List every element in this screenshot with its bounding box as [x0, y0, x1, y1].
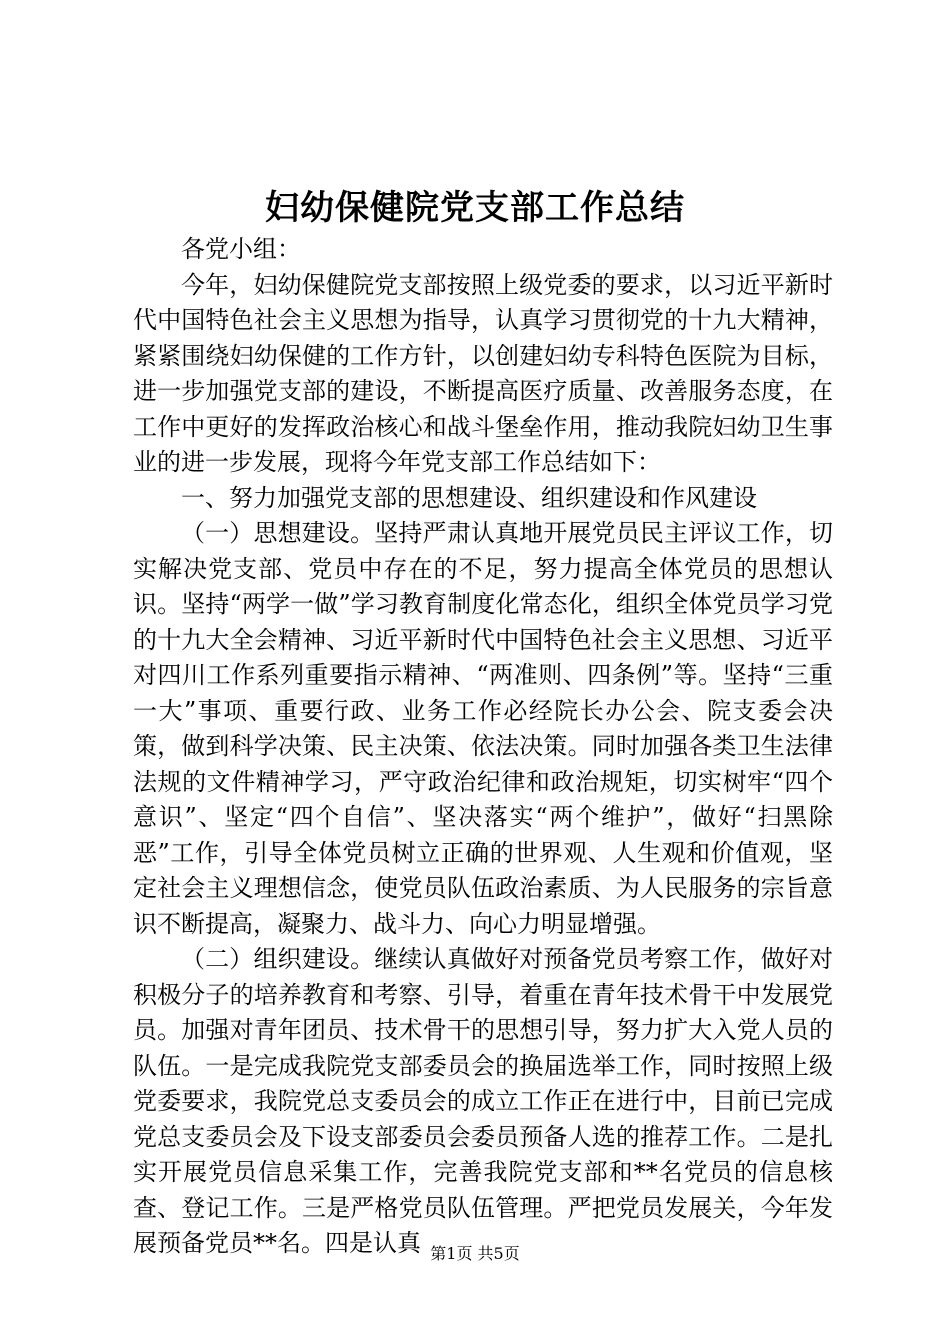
document-body: [133, 232, 833, 1262]
paragraph-ideological-building: （一）思想建设。坚持严肃认真地开展党员民主评议工作，切实解决党支部、党员中存在的不足，努力提高全体党员的思想认识。坚持“两学一做”学习教育制度化常态化，组织全体党员学习党的十九大全会精神、习近平新时代中国特色社会主义思想、习近平对四川工作系列重要指示精神、“两准则、四条例”等。坚持“三重一大”事项、重要行政、业务工作必经院长办公会、院支委会决策，做到科学决策、民主决策、依法决策。同时加强各类卫生法律法规的文件精神学习，严守政治纪律和政治规矩，切实树牢“四个意识”、坚定“四个自信”、坚决落实“两个维护”，做好“扫黑除恶”工作，引导全体党员树立正确的世界观、人生观和价值观，坚定社会主义理想信念，使党员队伍政治素质、为人民服务的宗旨意识不断提高，凝聚力、战斗力、向心力明显增强。: [133, 519, 833, 938]
page-footer: 第1页 共5页: [430, 1244, 520, 1263]
salutation: 各党小组：: [181, 235, 301, 263]
paragraph-organizational-building: （二）组织建设。继续认真做好对预备党员考察工作，做好对积极分子的培养教育和考察、引导，着重在青年技术骨干中发展党员。加强对青年团员、技术骨干的思想引导，努力扩大入党人员的队伍。一是完成我院党支部委员会的换届选举工作，同时按照上级党委要求，我院党总支委员会的成立工作正在进行中，目前已完成党总支委员会及下设支部委员会委员预备人选的推荐工作。二是扎实开展党员信息采集工作，完善我院党支部和**名党员的信息核查、登记工作。三是严格党员队伍管理。严把党员发展关，今年发展预备党员**名。四是认真: [133, 945, 833, 1257]
page-title: 妇幼保健院党支部工作总结: [265, 188, 685, 228]
section-heading-1: 一、努力加强党支部的思想建设、组织建设和作风建设: [181, 483, 757, 512]
paragraph-intro: 今年，妇幼保健院党支部按照上级党委的要求，以习近平新时代中国特色社会主义思想为指导，认真学习贯彻党的十九大精神，紧紧围绕妇幼保健的工作方针，以创建妇幼专科特色医院为目标，进一步加强党支部的建设，不断提高医疗质量、改善服务态度，在工作中更好的发挥政治核心和战斗堡垒作用，推动我院妇幼卫生事业的进一步发展，现将今年党支部工作总结如下：: [133, 270, 833, 476]
